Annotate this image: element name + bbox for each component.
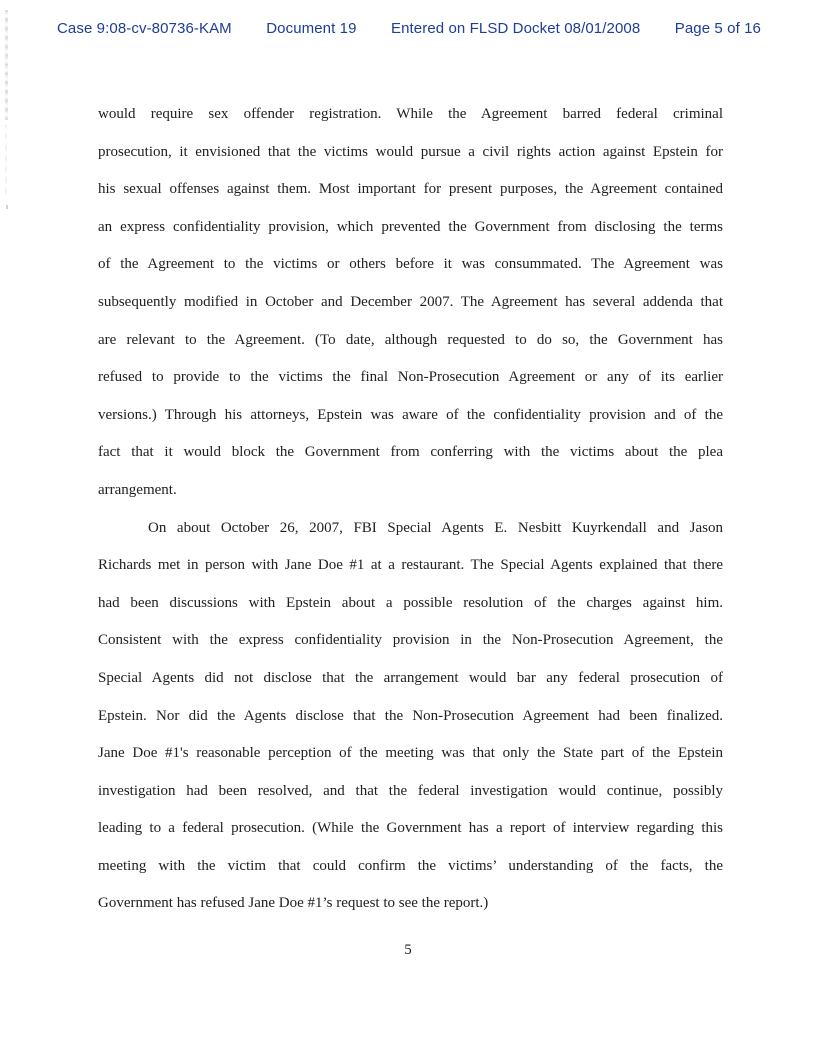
text-line: leading to a federal prosecution. (While the Government has a report of interview regarding this [98,820,723,837]
text-line: Special Agents did not disclose that the arrangement would bar any federal prosecution of [98,669,723,686]
text-line: subsequently modified in October and December 2007. The Agreement has several addenda that [98,293,723,310]
text-line: versions.) Through his attorneys, Epstein was aware of the confidentiality provision and of the [98,406,723,423]
text-line: Government has refused Jane Doe #1’s request to see the report.) [98,895,489,912]
text-line: would require sex offender registration. While the Agreement barred federal criminal [98,106,723,122]
text-line: Epstein. Nor did the Agents disclose that the Non-Prosecution Agreement had been finalized. [98,707,723,724]
scan-artifact [6,205,8,209]
text-line: fact that it would block the Government from conferring with the victims about the plea [98,444,723,461]
page-number: 5 [404,942,412,958]
text-line: arrangement. [98,481,177,498]
document-body [98,96,723,923]
case-number: Case 9:08-cv-80736-KAM [57,20,232,37]
text-line: are relevant to the Agreement. (To date, although requested to do so, the Government has [98,331,723,348]
text-line: an express confidentiality provision, which prevented the Government from disclosing the terms [98,218,723,235]
scan-artifact [5,10,8,120]
text-line: Jane Doe #1's reasonable perception of the meeting was that only the State part of the Epstein [98,745,723,762]
paragraph [98,510,723,924]
page-count: Page 5 of 16 [674,20,761,37]
text-line: prosecution, it envisioned that the victims would pursue a civil rights action against Epstein for [98,143,723,160]
scan-artifact [5,125,7,195]
text-line: his sexual offenses against them. Most important for present purposes, the Agreement contained [98,181,723,198]
text-line: had been discussions with Epstein about a possible resolution of the charges against him. [98,594,723,611]
text-line: of the Agreement to the victims or others before it was consummated. The Agreement was [98,256,723,273]
text-line: investigation had been resolved, and that the federal investigation would continue, possibly [98,782,723,799]
docket-entry-date: Entered on FLSD Docket 08/01/2008 [390,20,641,37]
text-line: Richards met in person with Jane Doe #1 at a restaurant. The Special Agents explained that there [98,557,723,574]
paragraph [98,96,723,510]
document-number: Document 19 [266,20,357,37]
text-line: refused to provide to the victims the final Non-Prosecution Agreement or any of its earlier [98,369,723,386]
text-line: On about October 26, 2007, FBI Special Agents E. Nesbitt Kuyrkendall and Jason [148,519,723,536]
text-line: meeting with the victim that could confirm the victims’ understanding of the facts, the [98,857,723,874]
text-line: Consistent with the express confidentiality provision in the Non-Prosecution Agreement, the [98,632,723,649]
docket-stamp-header [57,20,761,37]
